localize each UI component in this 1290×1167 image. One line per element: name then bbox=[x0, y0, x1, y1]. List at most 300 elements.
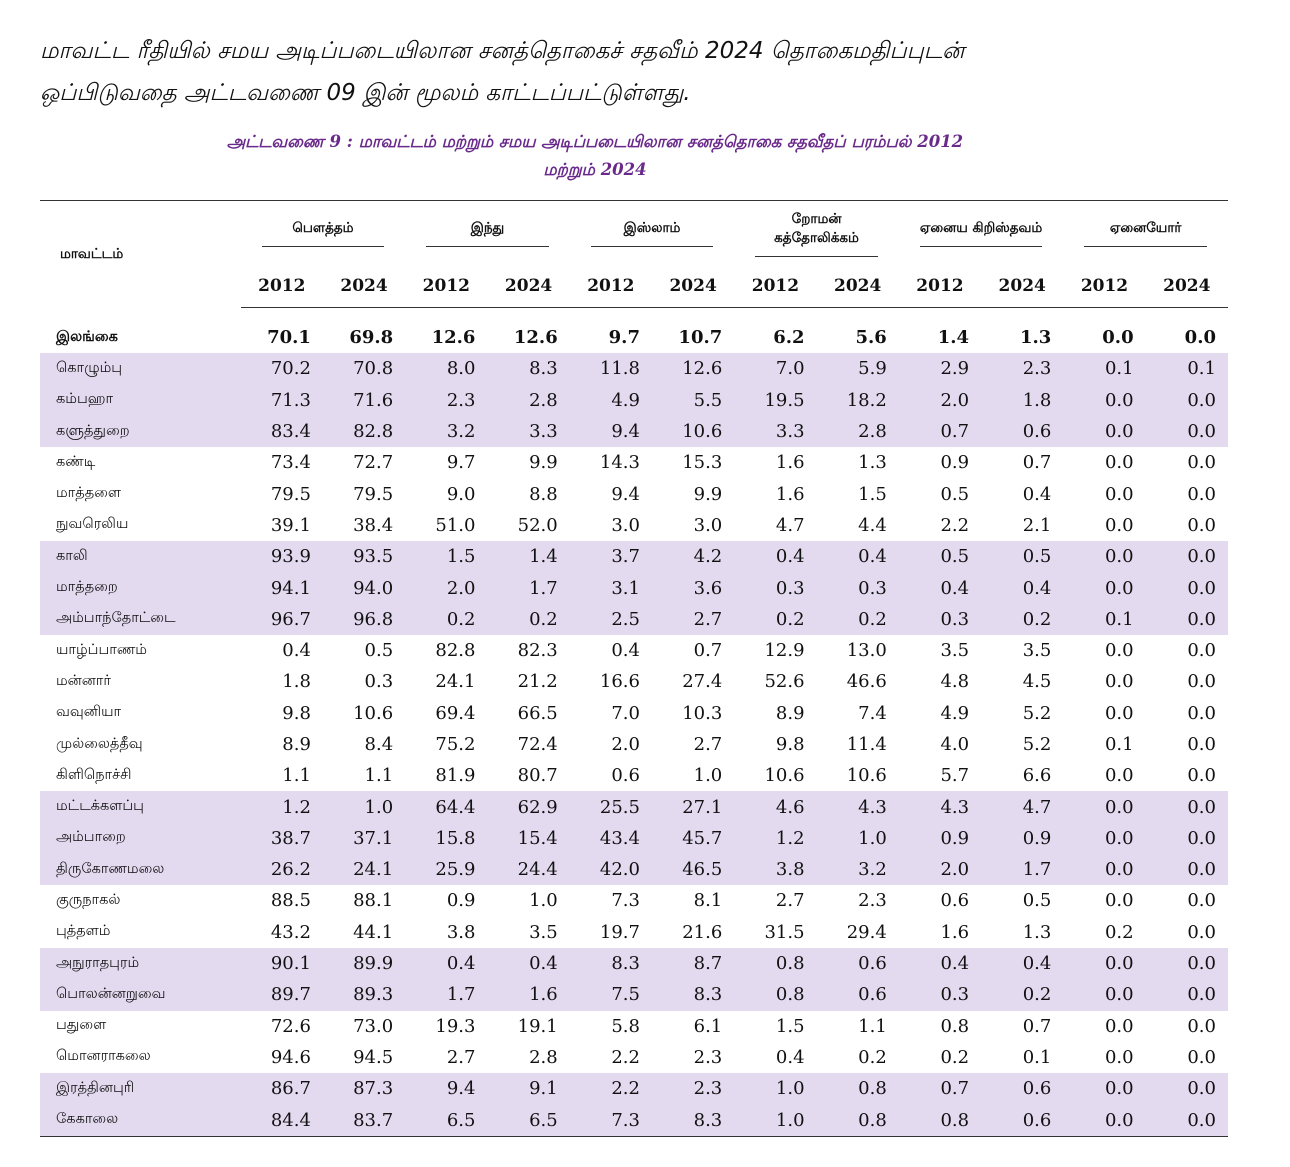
value-cell: 51.0 bbox=[435, 514, 476, 536]
district-name: இலங்கை bbox=[56, 328, 118, 345]
value-cell: 0.0 bbox=[1104, 671, 1134, 693]
value-cell: 11.8 bbox=[570, 353, 652, 384]
value-cell: 4.5 bbox=[1022, 671, 1052, 693]
value-cell: 0.0 bbox=[1146, 416, 1228, 447]
value-cell: 0.0 bbox=[1187, 765, 1216, 787]
table-row bbox=[40, 729, 1228, 760]
value-cell: 10.6 bbox=[353, 702, 394, 724]
value-cell: 0.4 bbox=[1022, 483, 1052, 505]
value-cell: 0.4 bbox=[981, 572, 1063, 603]
district-name: மொனராகலை bbox=[56, 1048, 151, 1065]
value-cell: 16.6 bbox=[599, 671, 640, 693]
value-cell: 0.4 bbox=[775, 1046, 805, 1068]
value-cell: 1.8 bbox=[981, 385, 1063, 416]
value-cell: 71.3 bbox=[241, 385, 323, 416]
value-cell: 0.0 bbox=[1146, 823, 1228, 854]
value-cell: 96.8 bbox=[323, 604, 405, 635]
table-row bbox=[40, 823, 1228, 854]
value-cell: 46.5 bbox=[652, 854, 734, 885]
value-cell: 2.3 bbox=[693, 1046, 723, 1068]
value-cell: 46.6 bbox=[846, 671, 887, 693]
value-cell: 44.1 bbox=[353, 921, 394, 943]
year-header: 2024 bbox=[323, 265, 405, 308]
value-cell: 87.3 bbox=[323, 1073, 405, 1104]
value-cell: 0.6 bbox=[611, 765, 640, 787]
value-cell: 5.2 bbox=[1022, 702, 1052, 724]
value-cell: 26.2 bbox=[241, 854, 323, 885]
value-cell: 6.6 bbox=[1022, 765, 1052, 787]
group-header-other-christian: ஏனைய கிறிஸ்தவம் bbox=[899, 201, 1064, 266]
value-cell: 12.6 bbox=[431, 327, 476, 349]
value-cell: 7.3 bbox=[611, 890, 640, 912]
value-cell: 5.9 bbox=[817, 353, 899, 384]
value-cell: 9.9 bbox=[529, 452, 558, 474]
district-column-header: மாவட்டம் bbox=[60, 245, 124, 262]
value-cell: 5.6 bbox=[855, 327, 887, 349]
value-cell: 62.9 bbox=[487, 791, 569, 822]
value-cell: 8.3 bbox=[652, 1104, 734, 1136]
value-cell: 5.5 bbox=[652, 385, 734, 416]
value-cell: 0.0 bbox=[1104, 640, 1134, 662]
value-cell: 89.9 bbox=[323, 948, 405, 979]
year-header: 2012 bbox=[1063, 265, 1145, 308]
value-cell: 2.2 bbox=[570, 1073, 652, 1104]
district-name: அநுராதபுரம் bbox=[40, 948, 241, 979]
value-cell: 0.6 bbox=[981, 1104, 1063, 1136]
caption-line-1: அட்டவணை 9 : மாவட்டம் மற்றும் சமய அடிப்படையிலான சனத்தொகை சதவீதப் பரம்பல் 2012 bbox=[226, 132, 964, 151]
value-cell: 2.8 bbox=[817, 416, 899, 447]
value-cell: 72.4 bbox=[517, 734, 558, 755]
value-cell: 0.6 bbox=[817, 948, 899, 979]
value-cell: 12.6 bbox=[652, 353, 734, 384]
value-cell: 0.0 bbox=[1063, 1073, 1145, 1104]
value-cell: 79.5 bbox=[270, 483, 311, 505]
value-cell: 3.6 bbox=[652, 572, 734, 603]
district-name: வவுனியா bbox=[56, 704, 122, 721]
value-cell: 24.4 bbox=[487, 854, 569, 885]
district-name: அம்பாறை bbox=[40, 823, 241, 854]
value-cell: 0.4 bbox=[817, 541, 899, 572]
value-cell: 15.4 bbox=[487, 823, 569, 854]
value-cell: 7.5 bbox=[570, 979, 652, 1010]
table-row bbox=[40, 353, 1228, 384]
value-cell: 24.1 bbox=[323, 854, 405, 885]
value-cell: 0.0 bbox=[1187, 702, 1216, 724]
value-cell: 1.6 bbox=[775, 452, 805, 474]
group-header-buddhism: பௌத்தம் bbox=[241, 201, 406, 266]
table-body bbox=[40, 308, 1228, 1137]
value-cell: 0.0 bbox=[1104, 765, 1134, 787]
group-header-others: ஏனையோர் bbox=[1063, 201, 1228, 266]
total-row bbox=[40, 322, 1228, 353]
value-cell: 2.7 bbox=[775, 890, 805, 912]
value-cell: 5.8 bbox=[611, 1015, 640, 1037]
value-cell: 89.3 bbox=[323, 979, 405, 1010]
value-cell: 11.4 bbox=[846, 734, 887, 755]
value-cell: 19.1 bbox=[517, 1015, 558, 1037]
district-name: மாத்தறை bbox=[40, 572, 241, 603]
value-cell: 10.3 bbox=[682, 702, 723, 724]
value-cell: 0.5 bbox=[364, 640, 394, 662]
value-cell: 69.8 bbox=[349, 327, 394, 349]
value-cell: 4.3 bbox=[899, 791, 981, 822]
value-cell: 39.1 bbox=[270, 514, 311, 536]
value-cell: 0.0 bbox=[1146, 791, 1228, 822]
spacer-row bbox=[40, 308, 1228, 323]
value-cell: 12.9 bbox=[764, 640, 805, 662]
value-cell: 3.0 bbox=[611, 514, 640, 536]
table-row bbox=[40, 541, 1228, 572]
value-cell: 1.1 bbox=[364, 765, 394, 787]
value-cell: 0.9 bbox=[981, 823, 1063, 854]
value-cell: 0.0 bbox=[1187, 1046, 1216, 1068]
year-header: 2024 bbox=[1146, 265, 1228, 308]
value-cell: 93.9 bbox=[241, 541, 323, 572]
value-cell: 8.7 bbox=[652, 948, 734, 979]
district-name: பொலன்னறுவை bbox=[40, 979, 241, 1010]
value-cell: 2.2 bbox=[940, 514, 970, 536]
value-cell: 1.0 bbox=[734, 1073, 816, 1104]
value-cell: 15.3 bbox=[682, 452, 723, 474]
value-cell: 0.0 bbox=[1063, 948, 1145, 979]
value-cell: 8.0 bbox=[405, 353, 487, 384]
value-cell: 1.2 bbox=[241, 791, 323, 822]
table-row bbox=[40, 604, 1228, 635]
value-cell: 3.1 bbox=[570, 572, 652, 603]
value-cell: 25.9 bbox=[405, 854, 487, 885]
value-cell: 9.8 bbox=[282, 702, 311, 724]
value-cell: 1.4 bbox=[937, 327, 970, 349]
value-cell: 94.0 bbox=[323, 572, 405, 603]
value-cell: 0.4 bbox=[611, 640, 640, 662]
value-cell: 4.7 bbox=[775, 514, 805, 536]
value-cell: 10.6 bbox=[846, 765, 887, 787]
value-cell: 0.1 bbox=[1104, 734, 1134, 755]
caption-line-2: மற்றும் 2024 bbox=[543, 160, 647, 179]
value-cell: 7.0 bbox=[734, 353, 816, 384]
value-cell: 9.4 bbox=[405, 1073, 487, 1104]
value-cell: 79.5 bbox=[353, 483, 394, 505]
table-row bbox=[40, 791, 1228, 822]
value-cell: 0.0 bbox=[1063, 979, 1145, 1010]
value-cell: 0.8 bbox=[734, 979, 816, 1010]
value-cell: 8.1 bbox=[693, 890, 723, 912]
table-row bbox=[40, 1042, 1228, 1073]
value-cell: 94.5 bbox=[353, 1046, 394, 1068]
table-row bbox=[40, 447, 1228, 478]
value-cell: 0.0 bbox=[1104, 890, 1134, 912]
value-cell: 0.2 bbox=[734, 604, 816, 635]
value-cell: 0.2 bbox=[981, 979, 1063, 1010]
value-cell: 5.7 bbox=[940, 765, 970, 787]
value-cell: 6.2 bbox=[773, 327, 805, 349]
value-cell: 0.0 bbox=[1104, 483, 1134, 505]
value-cell: 4.0 bbox=[940, 734, 970, 755]
value-cell: 1.2 bbox=[734, 823, 816, 854]
value-cell: 0.6 bbox=[981, 416, 1063, 447]
table-row bbox=[40, 948, 1228, 979]
value-cell: 9.4 bbox=[611, 483, 640, 505]
value-cell: 2.3 bbox=[652, 1073, 734, 1104]
value-cell: 1.3 bbox=[1022, 921, 1052, 943]
value-cell: 8.8 bbox=[529, 483, 558, 505]
value-cell: 0.8 bbox=[899, 1104, 981, 1136]
value-cell: 73.0 bbox=[353, 1015, 394, 1037]
value-cell: 2.8 bbox=[487, 385, 569, 416]
value-cell: 3.3 bbox=[487, 416, 569, 447]
value-cell: 0.0 bbox=[1187, 890, 1216, 912]
value-cell: 0.7 bbox=[899, 416, 981, 447]
value-cell: 0.5 bbox=[981, 541, 1063, 572]
value-cell: 0.1 bbox=[1146, 353, 1228, 384]
value-cell: 25.5 bbox=[570, 791, 652, 822]
value-cell: 10.6 bbox=[652, 416, 734, 447]
value-cell: 4.7 bbox=[981, 791, 1063, 822]
value-cell: 0.0 bbox=[1187, 452, 1216, 474]
value-cell: 0.3 bbox=[817, 572, 899, 603]
table-row bbox=[40, 854, 1228, 885]
value-cell: 8.4 bbox=[364, 734, 394, 755]
group-header-roman-catholic: றோமன் கத்தோலிக்கம் bbox=[734, 201, 899, 266]
value-cell: 0.0 bbox=[1104, 514, 1134, 536]
value-cell: 0.0 bbox=[1063, 823, 1145, 854]
value-cell: 1.0 bbox=[323, 791, 405, 822]
table-row bbox=[40, 510, 1228, 541]
value-cell: 27.1 bbox=[652, 791, 734, 822]
value-cell: 4.9 bbox=[940, 702, 970, 724]
value-cell: 88.5 bbox=[270, 890, 311, 912]
value-cell: 70.1 bbox=[267, 327, 311, 349]
value-cell: 0.0 bbox=[1104, 702, 1134, 724]
value-cell: 9.0 bbox=[446, 483, 476, 505]
value-cell: 4.4 bbox=[858, 514, 887, 536]
value-cell: 0.8 bbox=[817, 1073, 899, 1104]
value-cell: 82.8 bbox=[323, 416, 405, 447]
value-cell: 10.6 bbox=[764, 765, 805, 787]
value-cell: 0.5 bbox=[940, 483, 970, 505]
value-cell: 84.4 bbox=[241, 1104, 323, 1136]
year-header: 2012 bbox=[241, 265, 323, 308]
value-cell: 0.3 bbox=[899, 979, 981, 1010]
value-cell: 0.0 bbox=[1146, 604, 1228, 635]
value-cell: 72.7 bbox=[353, 452, 394, 474]
value-cell: 2.0 bbox=[899, 385, 981, 416]
value-cell: 0.0 bbox=[1104, 452, 1134, 474]
value-cell: 2.3 bbox=[858, 890, 887, 912]
value-cell: 2.7 bbox=[446, 1046, 476, 1068]
value-cell: 0.0 bbox=[1063, 572, 1145, 603]
value-cell: 2.7 bbox=[652, 604, 734, 635]
value-cell: 4.2 bbox=[652, 541, 734, 572]
value-cell: 1.6 bbox=[940, 921, 970, 943]
value-cell: 3.8 bbox=[734, 854, 816, 885]
value-cell: 1.5 bbox=[405, 541, 487, 572]
year-header: 2024 bbox=[652, 265, 734, 308]
value-cell: 3.5 bbox=[529, 921, 558, 943]
value-cell: 0.0 bbox=[1187, 671, 1216, 693]
value-cell: 9.1 bbox=[487, 1073, 569, 1104]
value-cell: 3.3 bbox=[734, 416, 816, 447]
value-cell: 3.5 bbox=[1022, 640, 1052, 662]
value-cell: 24.1 bbox=[435, 671, 476, 693]
table-row bbox=[40, 760, 1228, 791]
value-cell: 73.4 bbox=[270, 452, 311, 474]
value-cell: 0.4 bbox=[405, 948, 487, 979]
value-cell: 0.3 bbox=[734, 572, 816, 603]
value-cell: 0.0 bbox=[1146, 854, 1228, 885]
value-cell: 21.6 bbox=[682, 921, 723, 943]
value-cell: 2.7 bbox=[693, 734, 723, 755]
table-row bbox=[40, 1011, 1228, 1042]
table-row bbox=[40, 885, 1228, 916]
district-name: புத்தளம் bbox=[56, 923, 111, 940]
value-cell: 19.3 bbox=[435, 1015, 476, 1037]
value-cell: 0.0 bbox=[1146, 979, 1228, 1010]
value-cell: 12.6 bbox=[513, 327, 558, 349]
value-cell: 0.0 bbox=[1063, 1104, 1145, 1136]
value-cell: 8.3 bbox=[487, 353, 569, 384]
value-cell: 9.8 bbox=[775, 734, 805, 755]
value-cell: 0.7 bbox=[693, 640, 723, 662]
district-name: கிளிநொச்சி bbox=[56, 766, 132, 783]
intro-line-1: மாவட்ட ரீதியில் சமய அடிப்படையிலான சனத்தொகைச் சதவீம் 2024 தொகைமதிப்புடன் bbox=[40, 38, 965, 64]
year-header: 2012 bbox=[734, 265, 816, 308]
value-cell: 52.6 bbox=[764, 671, 805, 693]
value-cell: 0.0 bbox=[1146, 948, 1228, 979]
intro-line-2: ஒப்பிடுவதை அட்டவணை 09 இன் மூலம் காட்டப்பட்டுள்ளது. bbox=[40, 80, 691, 106]
value-cell: 82.3 bbox=[517, 640, 558, 662]
value-cell: 43.2 bbox=[270, 921, 311, 943]
value-cell: 1.0 bbox=[529, 890, 558, 912]
value-cell: 72.6 bbox=[270, 1015, 311, 1037]
district-name: இரத்தினபுரி bbox=[40, 1073, 241, 1104]
value-cell: 1.6 bbox=[487, 979, 569, 1010]
value-cell: 43.4 bbox=[570, 823, 652, 854]
year-header: 2024 bbox=[487, 265, 569, 308]
value-cell: 0.4 bbox=[282, 640, 311, 662]
district-name: மட்டக்களப்பு bbox=[40, 791, 241, 822]
district-religion-table bbox=[40, 200, 1228, 1137]
year-header: 2012 bbox=[570, 265, 652, 308]
value-cell: 0.0 bbox=[1146, 385, 1228, 416]
value-cell: 6.5 bbox=[487, 1104, 569, 1136]
district-name: அம்பாந்தோட்டை bbox=[40, 604, 241, 635]
value-cell: 0.0 bbox=[1187, 734, 1216, 755]
value-cell: 9.7 bbox=[446, 452, 476, 474]
year-header: 2012 bbox=[899, 265, 981, 308]
value-cell: 2.3 bbox=[405, 385, 487, 416]
value-cell: 0.0 bbox=[1146, 1104, 1228, 1136]
value-cell: 3.0 bbox=[693, 514, 723, 536]
value-cell: 0.6 bbox=[981, 1073, 1063, 1104]
table-row bbox=[40, 478, 1228, 509]
group-header-islam: இஸ்லாம் bbox=[570, 201, 735, 266]
district-name: முல்லைத்தீவு bbox=[56, 735, 143, 752]
value-cell: 0.0 bbox=[1104, 1046, 1134, 1068]
value-cell: 10.7 bbox=[678, 327, 723, 349]
value-cell: 0.9 bbox=[899, 823, 981, 854]
value-cell: 8.3 bbox=[570, 948, 652, 979]
value-cell: 9.7 bbox=[608, 327, 640, 349]
value-cell: 4.3 bbox=[817, 791, 899, 822]
value-cell: 1.7 bbox=[405, 979, 487, 1010]
value-cell: 19.7 bbox=[599, 921, 640, 943]
value-cell: 8.9 bbox=[775, 702, 805, 724]
value-cell: 0.2 bbox=[817, 604, 899, 635]
value-cell: 2.5 bbox=[570, 604, 652, 635]
value-cell: 27.4 bbox=[682, 671, 723, 693]
value-cell: 81.9 bbox=[435, 765, 476, 787]
district-name: காலி bbox=[40, 541, 241, 572]
value-cell: 7.3 bbox=[570, 1104, 652, 1136]
value-cell: 5.2 bbox=[1022, 734, 1052, 755]
value-cell: 7.4 bbox=[858, 702, 887, 724]
value-cell: 2.0 bbox=[405, 572, 487, 603]
value-cell: 1.0 bbox=[734, 1104, 816, 1136]
value-cell: 52.0 bbox=[517, 514, 558, 536]
district-name: நுவரெலிய bbox=[56, 516, 129, 533]
district-name: கொழும்பு bbox=[40, 353, 241, 384]
value-cell: 1.8 bbox=[282, 671, 311, 693]
value-cell: 0.0 bbox=[1146, 541, 1228, 572]
value-cell: 0.2 bbox=[940, 1046, 970, 1068]
value-cell: 0.0 bbox=[1146, 1073, 1228, 1104]
value-cell: 0.3 bbox=[364, 671, 394, 693]
table-row bbox=[40, 666, 1228, 697]
value-cell: 31.5 bbox=[764, 921, 805, 943]
value-cell: 1.5 bbox=[775, 1015, 805, 1037]
table-row bbox=[40, 698, 1228, 729]
value-cell: 0.6 bbox=[817, 979, 899, 1010]
value-cell: 70.2 bbox=[241, 353, 323, 384]
value-cell: 0.8 bbox=[734, 948, 816, 979]
value-cell: 0.1 bbox=[1063, 604, 1145, 635]
table-row bbox=[40, 1073, 1228, 1104]
value-cell: 89.7 bbox=[241, 979, 323, 1010]
value-cell: 0.0 bbox=[1187, 514, 1216, 536]
year-header: 2024 bbox=[817, 265, 899, 308]
value-cell: 0.2 bbox=[487, 604, 569, 635]
value-cell: 7.0 bbox=[611, 702, 640, 724]
value-cell: 96.7 bbox=[241, 604, 323, 635]
value-cell: 0.3 bbox=[899, 604, 981, 635]
value-cell: 0.5 bbox=[899, 541, 981, 572]
value-cell: 0.2 bbox=[858, 1046, 887, 1068]
value-cell: 0.0 bbox=[1187, 1015, 1216, 1037]
value-cell: 0.0 bbox=[1102, 327, 1134, 349]
value-cell: 2.0 bbox=[611, 734, 640, 755]
district-name: யாழ்ப்பாணம் bbox=[56, 641, 147, 658]
value-cell: 80.7 bbox=[517, 765, 558, 787]
value-cell: 0.9 bbox=[940, 452, 970, 474]
value-cell: 1.3 bbox=[1020, 327, 1052, 349]
value-cell: 94.6 bbox=[270, 1046, 311, 1068]
value-cell: 0.0 bbox=[1063, 385, 1145, 416]
value-cell: 4.8 bbox=[940, 671, 970, 693]
value-cell: 0.0 bbox=[1063, 541, 1145, 572]
district-name: திருகோணமலை bbox=[40, 854, 241, 885]
value-cell: 0.1 bbox=[1063, 353, 1145, 384]
value-cell: 1.3 bbox=[858, 452, 887, 474]
value-cell: 0.4 bbox=[981, 948, 1063, 979]
value-cell: 0.8 bbox=[940, 1015, 970, 1037]
value-cell: 0.2 bbox=[405, 604, 487, 635]
value-cell: 0.4 bbox=[899, 572, 981, 603]
value-cell: 88.1 bbox=[353, 890, 394, 912]
value-cell: 6.1 bbox=[693, 1015, 723, 1037]
value-cell: 64.4 bbox=[405, 791, 487, 822]
group-header-hindu: இந்து bbox=[405, 201, 570, 266]
